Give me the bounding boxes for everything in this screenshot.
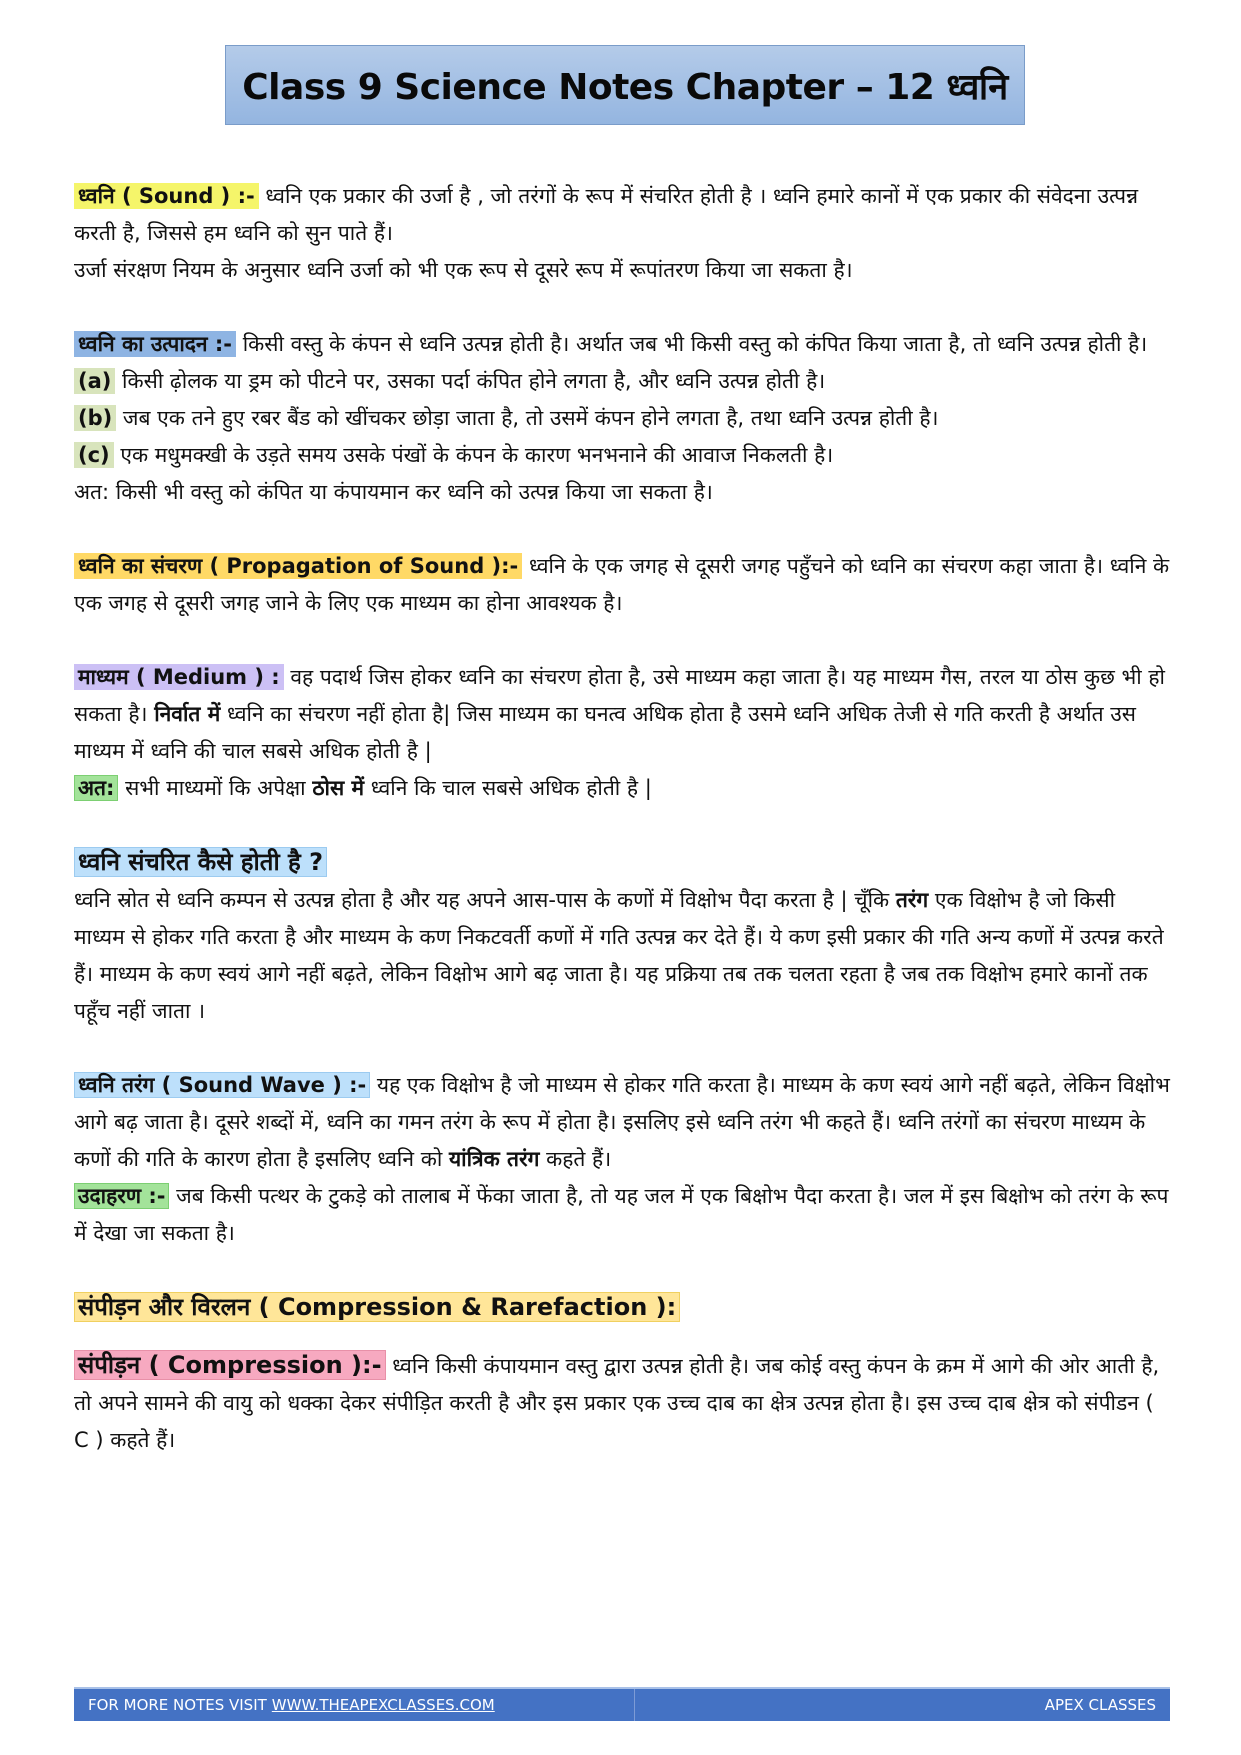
conclusion-text: सभी माध्यमों कि अपेक्षा	[118, 776, 313, 800]
cr-heading-line	[74, 1289, 1170, 1327]
production-item-c	[74, 437, 1170, 474]
medium-label: माध्यम ( Medium ) :	[74, 664, 284, 690]
how-text: ध्वनि स्रोत से ध्वनि कम्पन से उत्पन्न होता है और यह अपने आस-पास के कणों में विक्षोभ पैदा करता है | चूँकि	[74, 888, 896, 912]
example-label: उदाहरण :-	[74, 1183, 169, 1209]
propagation-label: ध्वनि का संचरण ( Propagation of Sound ):-	[74, 553, 522, 579]
title-banner	[225, 45, 1025, 125]
production-label: ध्वनि का उत्पादन :-	[74, 331, 236, 357]
wave-paragraph	[74, 1067, 1170, 1178]
sound-paragraph	[74, 178, 1170, 252]
sound-label: ध्वनि ( Sound ) :-	[74, 183, 259, 209]
production-conclusion: अत: किसी भी वस्तु को कंपित या कंपायमान कर ध्वनि को उत्पन्न किया जा सकता है।	[74, 480, 713, 504]
conclusion-text-cont: ध्वनि कि चाल सबसे अधिक होती है |	[364, 776, 652, 800]
medium-paragraph	[74, 659, 1170, 770]
spacer	[74, 807, 1170, 844]
spacer	[74, 289, 1170, 326]
how-heading: ध्वनि संचरित कैसे होती है ?	[74, 847, 327, 877]
cr-heading: संपीड़न और विरलन ( Compression & Rarefaction ):	[74, 1292, 680, 1322]
spacer	[74, 1252, 1170, 1289]
production-item-a	[74, 363, 1170, 400]
wave-label: ध्वनि तरंग ( Sound Wave ) :-	[74, 1072, 370, 1098]
wave-bold: तरंग	[895, 888, 929, 912]
how-text-cont: एक विक्षोभ है जो किसी माध्यम से होकर गति करता है और माध्यम के कण निकटवर्ती कणों में गति उत्पन्न कर देते हैं। ये कण इसी प्रकार की गति अन्य कणों में उत्पन्न करते हैं। माध्यम के कण स्वयं आगे नहीं बढ़ते, लेकिन विक्षोभ आगे बढ़ जाता है। यह प्रक्रिया तब तक चलता रहता है जब तक विक्षोभ हमारे कानों तक पहूँच नहीं जाता ।	[74, 888, 1164, 1023]
medium-conclusion	[74, 770, 1170, 807]
medium-text-cont: ध्वनि का संचरण नहीं होता है| जिस माध्यम का घनत्व अधिक होता है उसमे ध्वनि अधिक तेजी से गति करती है अर्थात उस माध्यम में ध्वनि की चाल सबसे अधिक होती है |	[74, 702, 1136, 763]
item-marker: (b)	[74, 405, 116, 431]
how-paragraph	[74, 882, 1170, 1030]
website-link[interactable]: WWW.THEAPEXCLASSES.COM	[271, 1696, 495, 1714]
production-item-b	[74, 400, 1170, 437]
vacuum-bold: निर्वात में	[154, 702, 221, 726]
production-paragraph	[74, 326, 1170, 363]
item-text: किसी ढ़ोलक या ड्रम को पीटने पर, उसका पर्दा कंपित होने लगता है, और ध्वनि उत्पन्न होती है।	[115, 369, 826, 393]
footer-prefix: FOR MORE NOTES VISIT	[88, 1696, 267, 1714]
item-text: जब एक तने हुए रबर बैंड को खींचकर छोड़ा जाता है, तो उसमें कंपन होने लगता है, तथा ध्वनि उत्पन्न होती है।	[116, 406, 939, 430]
propagation-text: ध्वनि के एक जगह से दूसरी जगह पहुँचने को ध्वनि का संचरण कहा जाता है। ध्वनि के एक जगह से दूसरी जगह जाने के लिए एक माध्यम का होना आवश्यक है।	[74, 554, 1170, 615]
spacer	[74, 1030, 1170, 1067]
wave-text: यह एक विक्षोभ है जो माध्यम से होकर गति करता है। माध्यम के कण स्वयं आगे नहीं बढ़ते, लेकिन विक्षोभ आगे बढ़ जाता है। दूसरे शब्दों में, ध्वनि का गमन तरंग के रूप में होता है। इसलिए इसे ध्वनि तरंग भी कहते हैं। ध्वनि तरंगों का संचरण माध्यम के कणों की गति के कारण होता है इसलिए ध्वनि को	[74, 1073, 1170, 1171]
mechanical-wave-bold: यांत्रिक तरंग	[448, 1147, 540, 1171]
item-text: एक मधुमक्खी के उड़ते समय उसके पंखों के कंपन के कारण भनभनाने की आवाज निकलती है।	[113, 443, 834, 467]
footer-bar	[74, 1687, 1170, 1721]
spacer	[74, 622, 1170, 659]
footer-brand: APEX CLASSES	[1044, 1696, 1156, 1714]
spacer	[74, 1327, 1170, 1347]
footer-left	[74, 1689, 635, 1721]
propagation-paragraph	[74, 548, 1170, 622]
item-marker: (c)	[74, 442, 114, 468]
compression-text: ध्वनि किसी कंपायमान वस्तु द्वारा उत्पन्न होती है। जब कोई वस्तु कंपन के क्रम में आगे की ओर आती है, तो अपने सामने की वायु को धक्का देकर संपीड़ित करती है और इस प्रकार एक उच्च दाब का क्षेत्र उत्पन्न होता है। इस उच्च दाब क्षेत्र को संपीडन ( C ) कहते हैं।	[74, 1354, 1160, 1452]
compression-label: संपीड़न ( Compression ):-	[74, 1350, 386, 1380]
medium-text: वह पदार्थ जिस होकर ध्वनि का संचरण होता है, उसे माध्यम कहा जाता है। यह माध्यम गैस, तरल या ठोस कुछ भी हो सकता है।	[74, 665, 1165, 726]
solid-bold: ठोस में	[312, 776, 365, 800]
spacer	[74, 511, 1170, 548]
sound-text: ध्वनि एक प्रकार की उर्जा है , जो तरंगों के रूप में संचरित होती है । ध्वनि हमारे कानों में एक प्रकार की संवेदना उत्पन्न करती है, जिससे हम ध्वनि को सुन पाते हैं।	[74, 184, 1139, 245]
energy-conservation-text: उर्जा संरक्षण नियम के अनुसार ध्वनि उर्जा को भी एक रूप से दूसरे रूप में रूपांतरण किया जा सकता है।	[74, 258, 853, 282]
item-marker: (a)	[74, 368, 115, 394]
notes-body	[74, 178, 1170, 1459]
wave-text-cont: कहते हैं।	[539, 1147, 612, 1171]
conclusion-label: अत:	[74, 775, 118, 801]
example-text: जब किसी पत्थर के टुकड़े को तालाब में फेंका जाता है, तो यह जल में एक बिक्षोभ पैदा करता है। जल में इस बिक्षोभ को तरंग के रूप में देखा जा सकता है।	[74, 1184, 1169, 1245]
page-title: Class 9 Science Notes Chapter – 12 ध्वनि	[242, 66, 1008, 108]
how-heading-line	[74, 844, 1170, 882]
example-paragraph	[74, 1178, 1170, 1252]
compression-paragraph	[74, 1347, 1170, 1459]
production-text: किसी वस्तु के कंपन से ध्वनि उत्पन्न होती है। अर्थात जब भी किसी वस्तु को कंपित किया जाता है, तो ध्वनि उत्पन्न होती है।	[236, 332, 1148, 356]
